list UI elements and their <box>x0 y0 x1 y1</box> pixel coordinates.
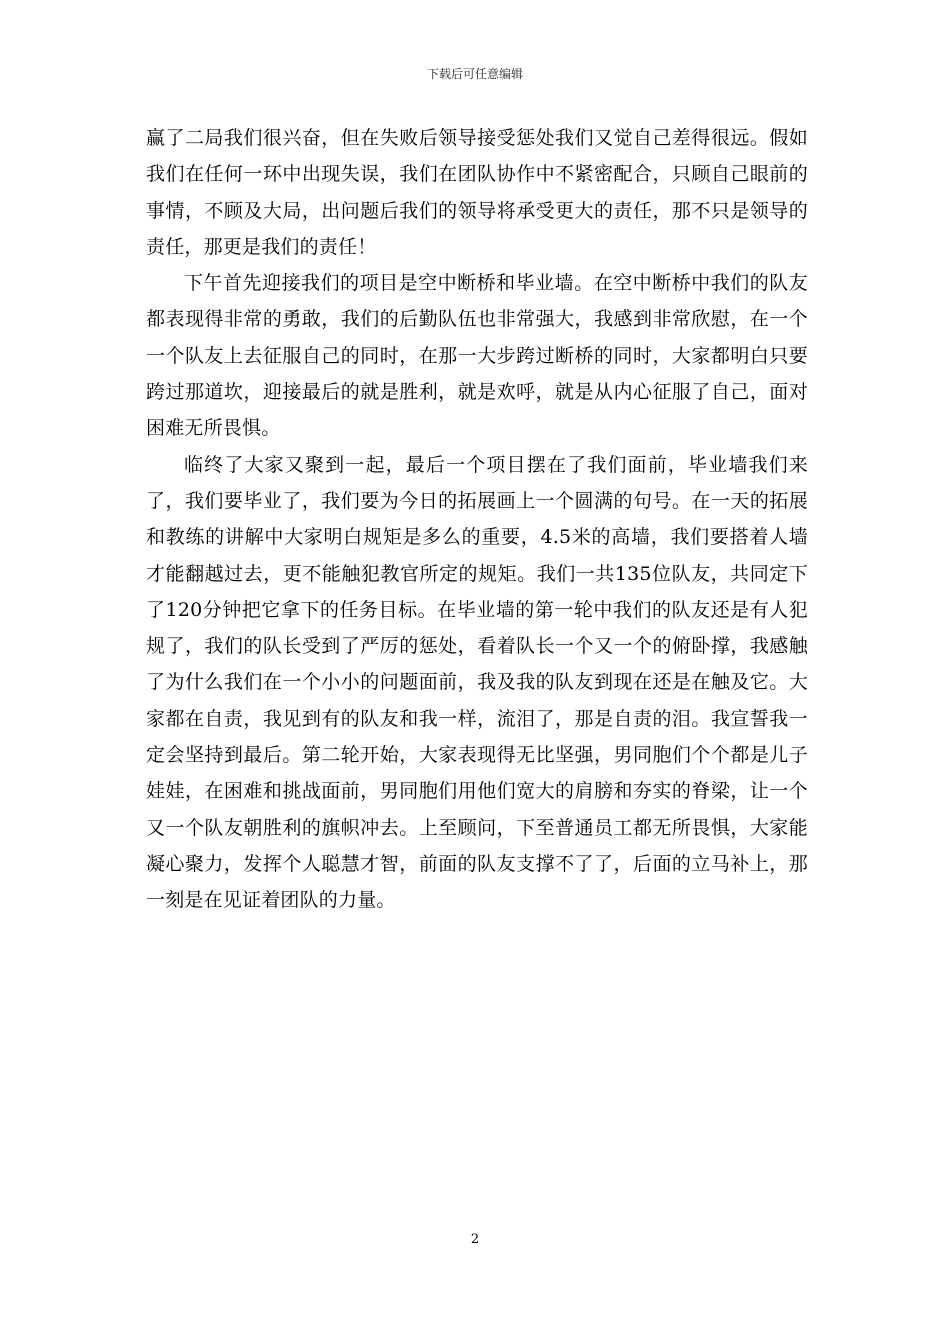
paragraph-continuation: 赢了二局我们很兴奋，但在失败后领导接受惩处我们又觉自己差得很远。假如我们在任何一环中出现失误，我们在团队协作中不紧密配合，只顾自己眼前的事情，不顾及大局，出问题后我们的领导将承受更大的责任，那不只是领导的责任，那更是我们的责任！ <box>146 127 808 258</box>
document-body <box>146 120 808 919</box>
page-number: 2 <box>470 1232 480 1247</box>
page-header: 下载后可任意编辑 <box>426 67 523 81</box>
paragraph-bridge: 下午首先迎接我们的项目是空中断桥和毕业墙。在空中断桥中我们的队友都表现得非常的勇敢，我们的后勤队伍也非常强大，我感到非常欣慰，在一个一个队友上去征服自己的同时，在那一大步跨过断桥的同时，大家都明白只要跨过那道坎，迎接最后的就是胜利，就是欢呼，就是从内心征服了自己，面对困难无所畏惧。 <box>146 272 808 440</box>
paragraph-graduation-wall: 临终了大家又聚到一起，最后一个项目摆在了我们面前，毕业墙我们来了，我们要毕业了，我们要为今日的拓展画上一个圆满的句号。在一天的拓展和教练的讲解中大家明白规矩是多么的重要，4.5米的高墙，我们要搭着人墙才能翻越过去，更不能触犯教官所定的规矩。我们一共135位队友，共同定下了120分钟把它拿下的任务目标。在毕业墙的第一轮中我们的队友还是有人犯规了，我们的队长受到了严厉的惩处，看着队长一个又一个的俯卧撑，我感触了为什么我们在一个小小的问题面前，我及我的队友到现在还是在触及它。大家都在自责，我见到有的队友和我一样，流泪了，那是自责的泪。我宣誓我一定会坚持到最后。第二轮开始，大家表现得无比坚强，男同胞们个个都是儿子娃娃，在困难和挑战面前，男同胞们用他们宽大的肩膀和夯实的脊梁，让一个又一个队友朝胜利的旗帜冲去。上至顾问，下至普通员工都无所畏惧，大家能凝心聚力，发挥个人聪慧才智，前面的队友支撑不了了，后面的立马补上，那一刻是在见证着团队的力量。 <box>146 453 808 912</box>
